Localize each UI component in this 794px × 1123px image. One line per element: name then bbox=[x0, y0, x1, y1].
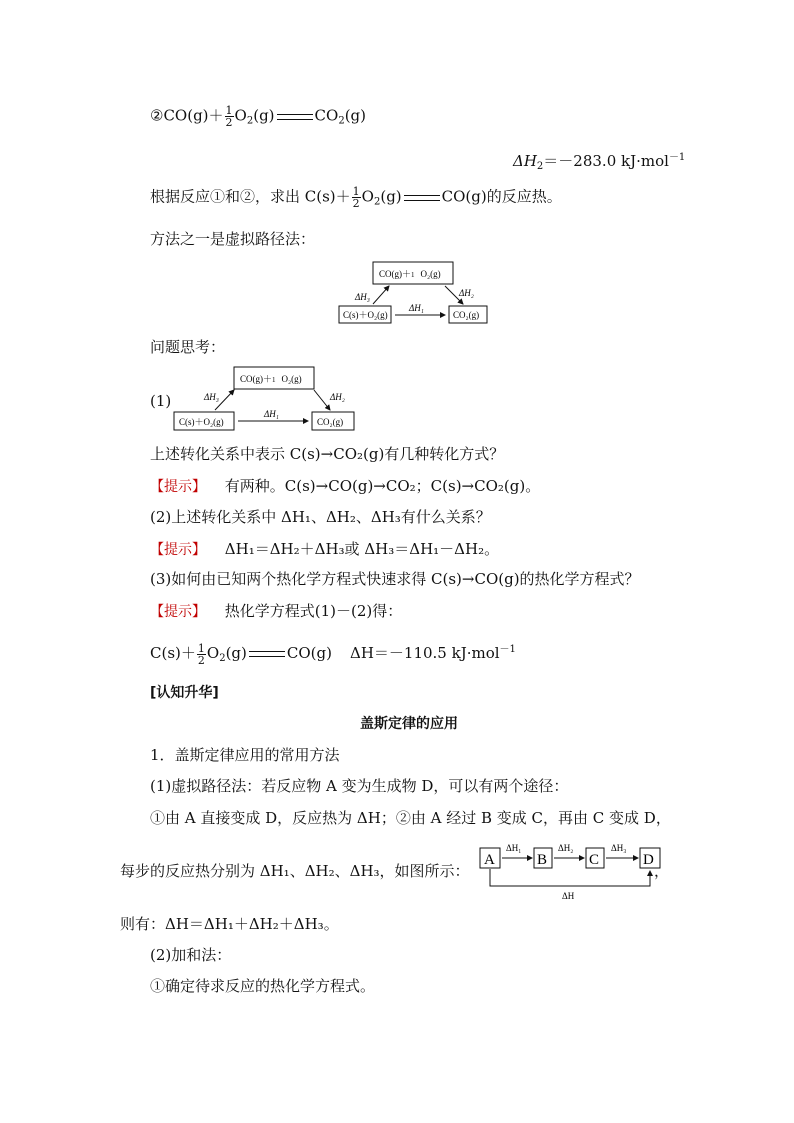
question-1: 上述转化关系中表示 C(s)→CO₂(g)有几种转化方式？ bbox=[150, 445, 505, 463]
method-1c: 每步的反应热分别为 ΔH₁、ΔH₂、ΔH₃，如图所示： bbox=[120, 862, 470, 880]
arrow-dh-direct bbox=[490, 869, 650, 886]
q-pre: 根据反应①和②，求出 C(s)＋ bbox=[150, 187, 351, 206]
q-mid: (g) bbox=[380, 187, 402, 206]
tip-label: 【提示】 bbox=[150, 479, 206, 495]
q-post: CO(g)的反应热。 bbox=[441, 187, 562, 206]
diag2-right-label: CO₂(g) bbox=[317, 417, 344, 427]
item-1-label: (1) bbox=[150, 392, 172, 410]
fraction-half: $\frac{1}{2}$ bbox=[352, 185, 360, 210]
method-1: (1)虚拟路径法：若反应物 A 变为生成物 D，可以有两个途径： bbox=[150, 777, 569, 795]
page-title: 盖斯定律的应用 bbox=[360, 716, 458, 732]
dh-label: ΔH bbox=[562, 891, 575, 901]
diag2-left-label: C(s)＋O₂(g) bbox=[179, 417, 224, 427]
path-diagram-2 bbox=[170, 364, 360, 434]
o2-sub: 2 bbox=[246, 115, 254, 127]
node-d: D bbox=[643, 852, 654, 868]
diag1-dh1-label: ΔH₁ bbox=[409, 303, 424, 313]
diag2-dh2-label: ΔH₂ bbox=[330, 392, 345, 402]
question-3: (3)如何由已知两个热化学方程式快速求得 C(s)→CO(g)的热化学方程式？ bbox=[150, 570, 640, 588]
eq3-o2: O bbox=[206, 644, 220, 662]
eq3-co: CO(g) bbox=[286, 644, 332, 662]
answer-2 bbox=[150, 539, 499, 560]
diag1-dh2-label: ΔH₂ bbox=[459, 288, 474, 298]
node-b: B bbox=[537, 852, 548, 868]
q-o2: O bbox=[361, 187, 374, 206]
eq3-dh: ΔH＝－110.5 kJ·mol bbox=[349, 644, 500, 662]
diag1-arrow-dh3 bbox=[373, 286, 389, 304]
tip-label: 【提示】 bbox=[150, 542, 206, 558]
method-text: 方法之一是虚拟路径法： bbox=[150, 230, 316, 248]
think-heading: 问题思考： bbox=[150, 338, 226, 356]
dh3-label: ΔH₃ bbox=[611, 843, 627, 853]
equals-sign bbox=[404, 195, 440, 201]
diag2-arrow-dh2 bbox=[314, 390, 330, 410]
answer-3-text: 热化学方程式(1)－(2)得： bbox=[224, 602, 403, 620]
answer-2-text: ΔH₁＝ΔH₂＋ΔH₃或 ΔH₃＝ΔH₁－ΔH₂。 bbox=[224, 540, 500, 558]
tip-label: 【提示】 bbox=[150, 604, 206, 620]
eq3-o2sub: 2 bbox=[219, 653, 226, 664]
method-1b: ①由 A 直接变成 D，反应热为 ΔH；②由 A 经过 B 变成 C，再由 C 变成 D， bbox=[150, 809, 671, 827]
eq3-g: (g) bbox=[225, 644, 247, 662]
heading-1: 1．盖斯定律应用的常用方法 bbox=[150, 746, 340, 764]
dh2-val: ＝－283.0 kJ·mol bbox=[543, 152, 669, 170]
eq2-g1: (g) bbox=[253, 106, 275, 125]
method-1c-end: ， bbox=[654, 862, 670, 880]
section-heading: [认知升华] bbox=[150, 685, 219, 701]
path-diagram-1 bbox=[335, 258, 495, 328]
o2-text: O bbox=[234, 106, 247, 125]
dh2-sub: 2 bbox=[536, 161, 544, 172]
dh1-label: ΔH₁ bbox=[506, 843, 522, 853]
node-c: C bbox=[589, 852, 600, 868]
co2-text: CO bbox=[314, 106, 339, 125]
answer-1 bbox=[150, 476, 540, 497]
diag2-dh1-label: ΔH₁ bbox=[264, 409, 279, 419]
diag1-dh3-label: ΔH₃ bbox=[355, 292, 370, 302]
answer-3 bbox=[150, 601, 402, 622]
path-diagram-3 bbox=[478, 836, 668, 904]
node-a: A bbox=[484, 852, 495, 868]
diag2-top-label: CO(g)＋1 O₂(g) bbox=[240, 374, 302, 384]
delta-h2-value bbox=[513, 148, 685, 177]
fraction-half: $\frac{1}{2}$ bbox=[197, 641, 205, 667]
equation-2 bbox=[150, 105, 366, 132]
eq2-g2: (g) bbox=[344, 106, 366, 125]
method-1d: 则有：ΔH＝ΔH₁＋ΔH₂＋ΔH₃。 bbox=[120, 915, 339, 933]
diag2-dh3-label: ΔH₃ bbox=[204, 392, 219, 402]
eq2-lead: ②CO(g)＋ bbox=[150, 106, 224, 125]
co2-sub: 2 bbox=[338, 115, 345, 127]
equals-sign bbox=[277, 114, 313, 120]
method-2a: ①确定待求反应的热化学方程式。 bbox=[150, 977, 376, 995]
dh2-exp: －1 bbox=[668, 152, 686, 163]
dh2-label: ΔH₂ bbox=[558, 843, 574, 853]
diag1-top-label: CO(g)＋1 O₂(g) bbox=[379, 269, 441, 279]
dh2-symbol: ΔH bbox=[513, 152, 537, 170]
answer-1-text: 有两种。C(s)→CO(g)→CO₂；C(s)→CO₂(g)。 bbox=[224, 477, 541, 495]
q-o2sub: 2 bbox=[373, 196, 381, 208]
equals-sign bbox=[249, 651, 285, 657]
fraction-half: $\frac{1}{2}$ bbox=[225, 104, 233, 129]
eq3-exp: －1 bbox=[499, 644, 516, 655]
method-2: (2)加和法： bbox=[150, 946, 232, 964]
question-text bbox=[150, 186, 562, 213]
diag1-left-label: C(s)＋O₂(g) bbox=[343, 310, 388, 320]
diag1-right-label: CO₂(g) bbox=[453, 310, 480, 320]
eq3-lead: C(s)＋ bbox=[150, 644, 196, 662]
equation-3 bbox=[150, 640, 516, 669]
question-2: (2)上述转化关系中 ΔH₁、ΔH₂、ΔH₃有什么关系？ bbox=[150, 508, 491, 526]
